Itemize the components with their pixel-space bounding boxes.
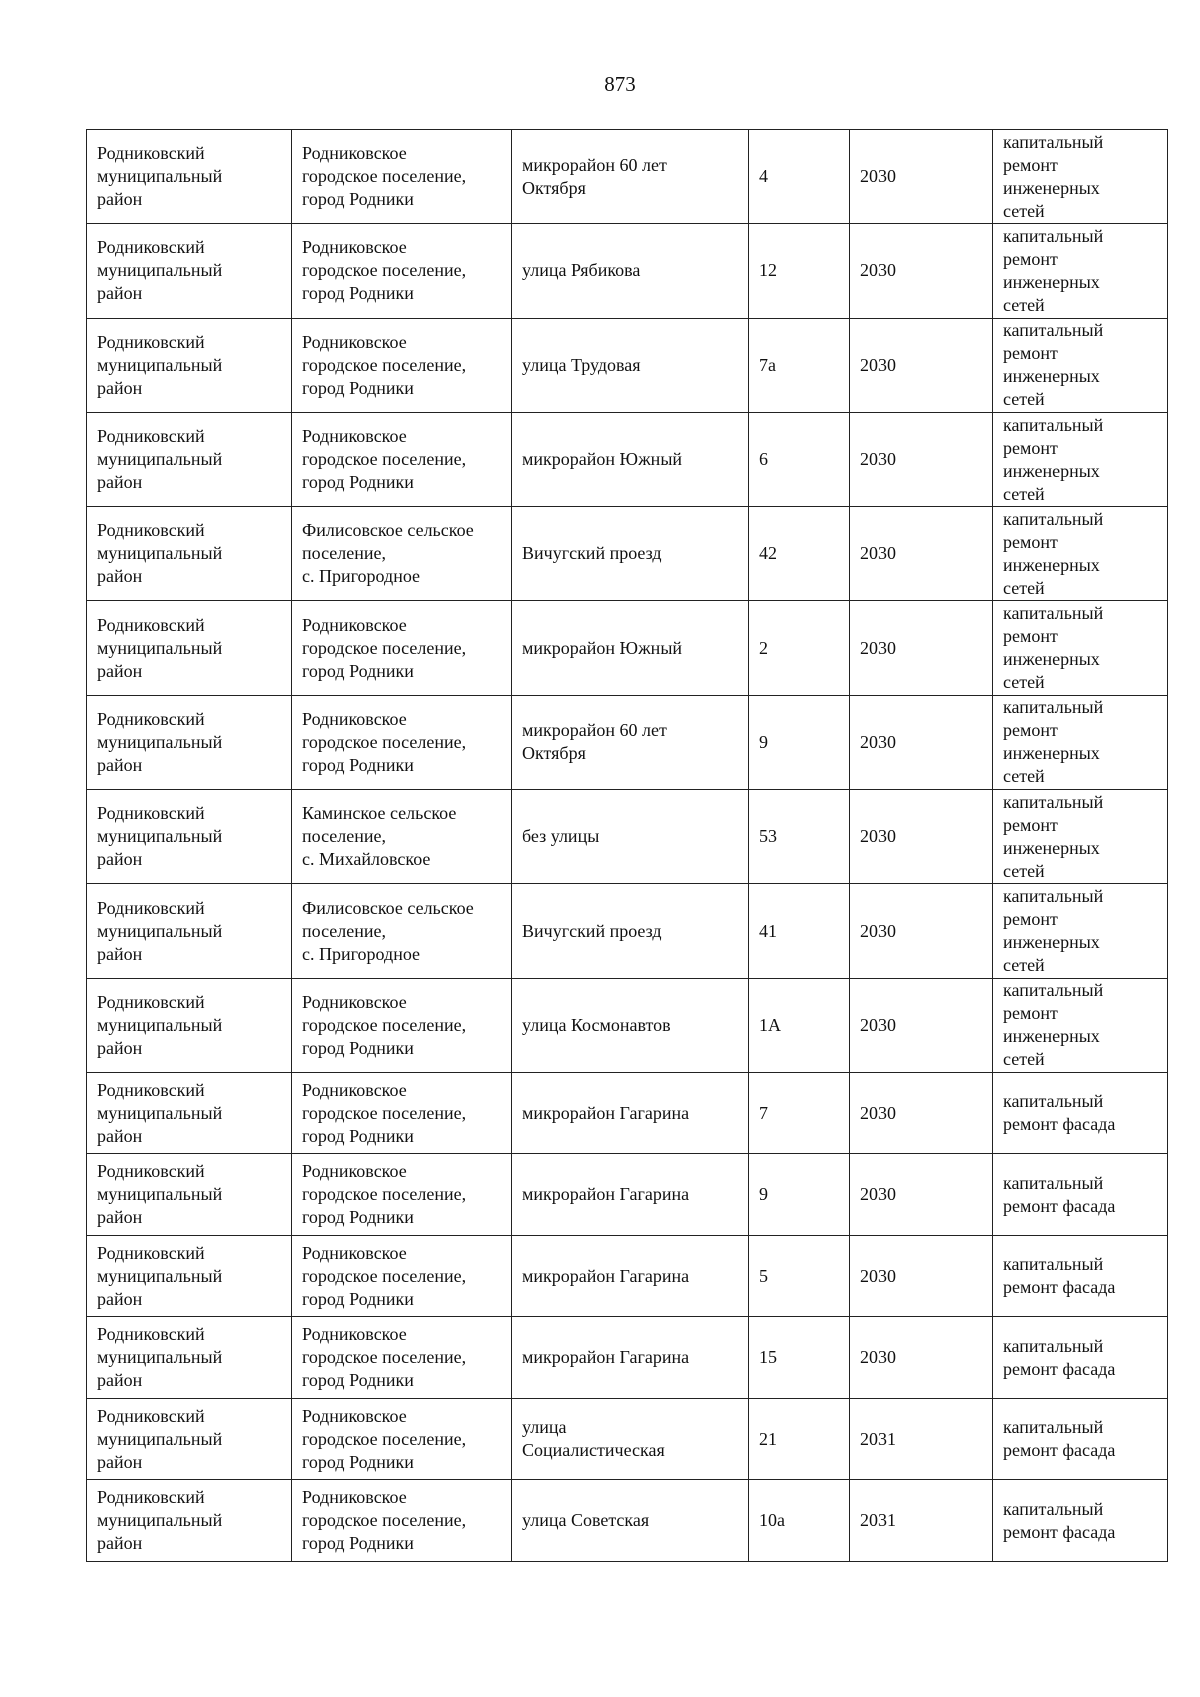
house-number-cell: [749, 790, 850, 884]
settlement-cell: [292, 1072, 512, 1154]
settlement-cell: [292, 1480, 512, 1562]
district-cell: [87, 884, 292, 978]
street-cell-text: без улицы: [522, 826, 600, 847]
district-cell: [87, 1317, 292, 1399]
district-cell: [87, 790, 292, 884]
year-cell-text: 2031: [860, 1428, 896, 1449]
work-type-cell: [993, 1398, 1168, 1480]
district-cell: [87, 978, 292, 1072]
year-cell: [850, 601, 993, 695]
year-cell: [850, 1154, 993, 1236]
settlement-cell: [292, 1398, 512, 1480]
district-cell-text: Родниковский муниципальный район: [97, 991, 223, 1058]
house-number-cell-text: 6: [759, 449, 768, 470]
settlement-cell: [292, 130, 512, 224]
street-cell-text: микрорайон Гагарина: [522, 1265, 690, 1286]
house-number-cell-text: 2: [759, 637, 768, 658]
year-cell: [850, 695, 993, 789]
table-row: [87, 224, 1168, 318]
year-cell: [850, 1480, 993, 1562]
street-cell: [512, 1072, 749, 1154]
work-type-cell-text: капитальный ремонт инженерных сетей: [1003, 131, 1104, 221]
year-cell: [850, 412, 993, 506]
work-type-cell-text: капитальный ремонт инженерных сетей: [1003, 697, 1104, 787]
district-cell-text: Родниковский муниципальный район: [97, 1242, 223, 1309]
street-cell: [512, 1154, 749, 1236]
work-type-cell: [993, 130, 1168, 224]
table-row: [87, 695, 1168, 789]
table-row: [87, 790, 1168, 884]
work-type-cell-text: капитальный ремонт инженерных сетей: [1003, 980, 1104, 1070]
settlement-cell: [292, 695, 512, 789]
table-row: [87, 507, 1168, 601]
table-row: [87, 978, 1168, 1072]
table-row: [87, 884, 1168, 978]
work-type-cell-text: капитальный ремонт инженерных сетей: [1003, 886, 1104, 976]
settlement-cell: [292, 224, 512, 318]
district-cell: [87, 1072, 292, 1154]
house-number-cell: [749, 507, 850, 601]
house-number-cell: [749, 224, 850, 318]
settlement-cell-text: Родниковское городское поселение, город Родники: [302, 614, 467, 681]
street-cell: [512, 507, 749, 601]
district-cell-text: Родниковский муниципальный район: [97, 426, 223, 493]
settlement-cell-text: Филисовское сельское поселение, с. Пригородное: [302, 897, 474, 964]
district-cell: [87, 507, 292, 601]
district-cell-text: Родниковский муниципальный район: [97, 143, 223, 210]
street-cell-text: улица Космонавтов: [522, 1014, 671, 1035]
district-cell: [87, 1480, 292, 1562]
work-type-cell: [993, 1480, 1168, 1562]
house-number-cell-text: 15: [759, 1347, 777, 1368]
district-cell-text: Родниковский муниципальный район: [97, 1487, 223, 1554]
table-row: [87, 412, 1168, 506]
year-cell: [850, 224, 993, 318]
year-cell-text: 2030: [860, 1014, 896, 1035]
street-cell-text: микрорайон 60 лет Октября: [522, 154, 667, 198]
district-cell-text: Родниковский муниципальный район: [97, 897, 223, 964]
house-number-cell: [749, 1398, 850, 1480]
house-number-cell-text: 1А: [759, 1014, 781, 1035]
work-type-cell-text: капитальный ремонт инженерных сетей: [1003, 414, 1104, 504]
table-row: [87, 1480, 1168, 1562]
street-cell-text: микрорайон Южный: [522, 449, 683, 470]
house-number-cell: [749, 1317, 850, 1399]
house-number-cell-text: 42: [759, 543, 777, 564]
year-cell-text: 2030: [860, 637, 896, 658]
house-number-cell-text: 7: [759, 1102, 768, 1123]
settlement-cell-text: Родниковское городское поселение, город Родники: [302, 237, 467, 304]
district-cell-text: Родниковский муниципальный район: [97, 614, 223, 681]
street-cell: [512, 1317, 749, 1399]
district-cell-text: Родниковский муниципальный район: [97, 1079, 223, 1146]
settlement-cell-text: Родниковское городское поселение, город Родники: [302, 331, 467, 398]
work-type-cell-text: капитальный ремонт инженерных сетей: [1003, 603, 1104, 693]
settlement-cell: [292, 318, 512, 412]
work-type-cell: [993, 412, 1168, 506]
table-row: [87, 1398, 1168, 1480]
year-cell: [850, 1235, 993, 1317]
settlement-cell: [292, 1154, 512, 1236]
street-cell: [512, 790, 749, 884]
house-number-cell-text: 9: [759, 1184, 768, 1205]
district-cell-text: Родниковский муниципальный район: [97, 237, 223, 304]
registry-table-body: [87, 130, 1168, 1562]
work-type-cell-text: капитальный ремонт фасада: [1003, 1417, 1116, 1461]
house-number-cell-text: 41: [759, 920, 777, 941]
table-row: [87, 601, 1168, 695]
year-cell: [850, 318, 993, 412]
work-type-cell: [993, 601, 1168, 695]
settlement-cell-text: Родниковское городское поселение, город Родники: [302, 143, 467, 210]
house-number-cell: [749, 412, 850, 506]
district-cell-text: Родниковский муниципальный район: [97, 331, 223, 398]
house-number-cell-text: 4: [759, 166, 768, 187]
settlement-cell-text: Родниковское городское поселение, город Родники: [302, 1079, 467, 1146]
year-cell: [850, 130, 993, 224]
district-cell-text: Родниковский муниципальный район: [97, 803, 223, 870]
house-number-cell-text: 53: [759, 826, 777, 847]
year-cell-text: 2030: [860, 449, 896, 470]
street-cell: [512, 695, 749, 789]
house-number-cell-text: 10а: [759, 1510, 785, 1531]
street-cell: [512, 224, 749, 318]
house-number-cell: [749, 695, 850, 789]
table-row: [87, 130, 1168, 224]
work-type-cell: [993, 1317, 1168, 1399]
house-number-cell: [749, 318, 850, 412]
street-cell-text: улица Рябикова: [522, 260, 641, 281]
street-cell: [512, 412, 749, 506]
street-cell-text: микрорайон Гагарина: [522, 1184, 690, 1205]
settlement-cell-text: Родниковское городское поселение, город Родники: [302, 1405, 467, 1472]
settlement-cell: [292, 790, 512, 884]
district-cell-text: Родниковский муниципальный район: [97, 1161, 223, 1228]
district-cell-text: Родниковский муниципальный район: [97, 708, 223, 775]
settlement-cell-text: Филисовское сельское поселение, с. Пригородное: [302, 520, 474, 587]
settlement-cell-text: Родниковское городское поселение, город Родники: [302, 1487, 467, 1554]
year-cell-text: 2030: [860, 543, 896, 564]
settlement-cell-text: Родниковское городское поселение, город Родники: [302, 1161, 467, 1228]
work-type-cell: [993, 790, 1168, 884]
house-number-cell: [749, 978, 850, 1072]
year-cell: [850, 884, 993, 978]
year-cell-text: 2030: [860, 354, 896, 375]
street-cell-text: микрорайон Южный: [522, 637, 683, 658]
street-cell: [512, 130, 749, 224]
house-number-cell-text: 5: [759, 1265, 768, 1286]
street-cell: [512, 978, 749, 1072]
settlement-cell: [292, 601, 512, 695]
settlement-cell-text: Родниковское городское поселение, город Родники: [302, 991, 467, 1058]
work-type-cell-text: капитальный ремонт фасада: [1003, 1172, 1116, 1216]
street-cell-text: Вичугский проезд: [522, 920, 662, 941]
district-cell: [87, 1398, 292, 1480]
registry-table: [86, 129, 1168, 1562]
district-cell-text: Родниковский муниципальный район: [97, 520, 223, 587]
district-cell-text: Родниковский муниципальный район: [97, 1324, 223, 1391]
table-row: [87, 1317, 1168, 1399]
house-number-cell: [749, 1480, 850, 1562]
house-number-cell-text: 7а: [759, 354, 776, 375]
work-type-cell-text: капитальный ремонт фасада: [1003, 1091, 1116, 1135]
work-type-cell-text: капитальный ремонт инженерных сетей: [1003, 508, 1104, 598]
work-type-cell: [993, 224, 1168, 318]
settlement-cell-text: Родниковское городское поселение, город Родники: [302, 1324, 467, 1391]
work-type-cell-text: капитальный ремонт фасада: [1003, 1335, 1116, 1379]
house-number-cell-text: 21: [759, 1428, 777, 1449]
street-cell: [512, 1480, 749, 1562]
work-type-cell-text: капитальный ремонт инженерных сетей: [1003, 320, 1104, 410]
settlement-cell: [292, 1317, 512, 1399]
district-cell: [87, 1235, 292, 1317]
street-cell-text: улица Советская: [522, 1510, 650, 1531]
table-row: [87, 318, 1168, 412]
table-row: [87, 1072, 1168, 1154]
street-cell: [512, 884, 749, 978]
year-cell-text: 2030: [860, 166, 896, 187]
street-cell: [512, 1398, 749, 1480]
settlement-cell: [292, 507, 512, 601]
year-cell-text: 2030: [860, 826, 896, 847]
district-cell: [87, 318, 292, 412]
work-type-cell-text: капитальный ремонт фасада: [1003, 1498, 1116, 1542]
street-cell-text: микрорайон 60 лет Октября: [522, 720, 667, 764]
table-row: [87, 1154, 1168, 1236]
house-number-cell: [749, 884, 850, 978]
district-cell: [87, 1154, 292, 1236]
year-cell: [850, 1398, 993, 1480]
settlement-cell: [292, 412, 512, 506]
year-cell-text: 2030: [860, 920, 896, 941]
year-cell-text: 2030: [860, 1265, 896, 1286]
work-type-cell-text: капитальный ремонт инженерных сетей: [1003, 225, 1104, 315]
district-cell-text: Родниковский муниципальный район: [97, 1405, 223, 1472]
year-cell: [850, 978, 993, 1072]
street-cell-text: микрорайон Гагарина: [522, 1347, 690, 1368]
work-type-cell-text: капитальный ремонт фасада: [1003, 1254, 1116, 1298]
work-type-cell-text: капитальный ремонт инженерных сетей: [1003, 791, 1104, 881]
settlement-cell-text: Родниковское городское поселение, город Родники: [302, 1242, 467, 1309]
work-type-cell: [993, 1235, 1168, 1317]
year-cell-text: 2030: [860, 1347, 896, 1368]
street-cell-text: улица Трудовая: [522, 354, 641, 375]
house-number-cell: [749, 601, 850, 695]
settlement-cell-text: Каминское сельское поселение, с. Михайловское: [302, 803, 457, 870]
page-number: 873: [604, 72, 636, 96]
work-type-cell: [993, 507, 1168, 601]
district-cell: [87, 412, 292, 506]
settlement-cell-text: Родниковское городское поселение, город Родники: [302, 708, 467, 775]
year-cell-text: 2030: [860, 1184, 896, 1205]
year-cell: [850, 507, 993, 601]
district-cell: [87, 601, 292, 695]
district-cell: [87, 695, 292, 789]
table-row: [87, 1235, 1168, 1317]
street-cell-text: микрорайон Гагарина: [522, 1102, 690, 1123]
year-cell-text: 2030: [860, 1102, 896, 1123]
year-cell: [850, 1072, 993, 1154]
year-cell: [850, 790, 993, 884]
house-number-cell: [749, 130, 850, 224]
settlement-cell: [292, 1235, 512, 1317]
work-type-cell: [993, 318, 1168, 412]
work-type-cell: [993, 695, 1168, 789]
house-number-cell: [749, 1235, 850, 1317]
street-cell-text: Вичугский проезд: [522, 543, 662, 564]
house-number-cell-text: 9: [759, 731, 768, 752]
year-cell-text: 2030: [860, 260, 896, 281]
house-number-cell: [749, 1154, 850, 1236]
street-cell: [512, 1235, 749, 1317]
year-cell-text: 2031: [860, 1510, 896, 1531]
street-cell: [512, 318, 749, 412]
district-cell: [87, 130, 292, 224]
street-cell-text: улица Социалистическая: [522, 1417, 665, 1461]
work-type-cell: [993, 1072, 1168, 1154]
settlement-cell: [292, 884, 512, 978]
work-type-cell: [993, 978, 1168, 1072]
year-cell: [850, 1317, 993, 1399]
settlement-cell: [292, 978, 512, 1072]
work-type-cell: [993, 1154, 1168, 1236]
house-number-cell: [749, 1072, 850, 1154]
house-number-cell-text: 12: [759, 260, 777, 281]
year-cell-text: 2030: [860, 731, 896, 752]
work-type-cell: [993, 884, 1168, 978]
settlement-cell-text: Родниковское городское поселение, город Родники: [302, 426, 467, 493]
district-cell: [87, 224, 292, 318]
street-cell: [512, 601, 749, 695]
